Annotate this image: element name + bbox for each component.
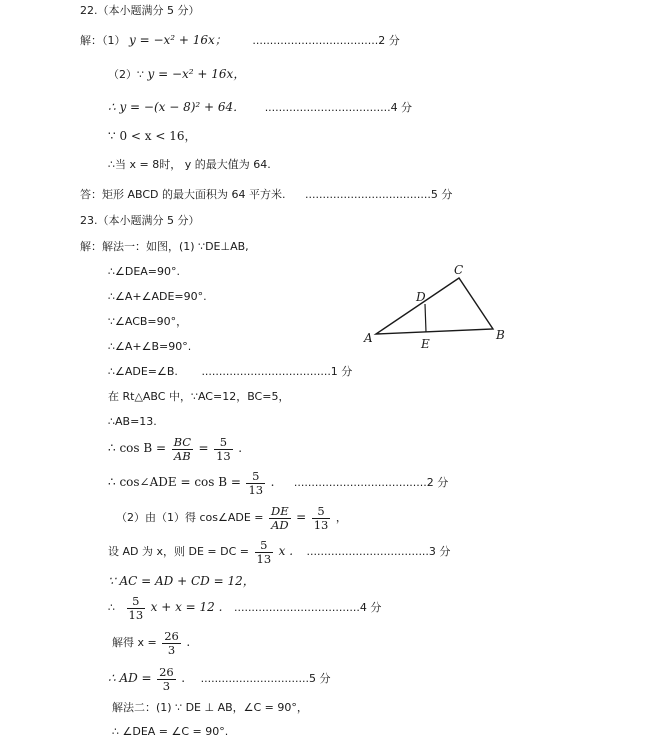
q23-step6: 在 Rt△ABC 中，∵AC=12，BC=5， (108, 390, 290, 403)
q23-cosb-frac1-num: BC (173, 434, 192, 449)
q22-line5-text: ∴当 x = 8时， y 的最大值为 64. (108, 158, 271, 171)
q23-part2-frac2-den: 13 (313, 517, 329, 532)
q22-line1-prefix: 解：（1） (80, 34, 126, 47)
q22-line3-equation: ∴ y = −(x − 8)² + 64． (108, 100, 246, 114)
q23-equation-frac-den: 13 (128, 607, 144, 622)
q23-ad-fraction (157, 666, 176, 693)
q23-part2-eq: = (296, 510, 307, 524)
q23-header: 23.（本小题满分 5 分） (80, 214, 200, 227)
q23-ad-end: . (181, 671, 186, 685)
q23-equation-end: x + x = 12 . (150, 600, 223, 614)
q23-set-frac-num: 5 (255, 539, 274, 553)
q23-set-fraction (255, 539, 274, 566)
q23-cosade-frac-den: 13 (248, 482, 264, 497)
q23-cosb-line (108, 434, 242, 463)
q22-line1-equation: y = −x² + 16x； (129, 33, 227, 47)
segment-de (425, 304, 426, 332)
q23-equation-score: ....................................4 分 (233, 601, 382, 614)
q23-sum-line (108, 573, 255, 590)
q23-step7: ∴AB=13. (108, 415, 157, 428)
q23-equation-fraction (127, 595, 146, 622)
q23-set-prefix: 设 AD 为 x，则 DE = DC = (108, 545, 249, 558)
q22-line2-prefix: （2）∵ (108, 68, 144, 81)
q23-ad-line (108, 664, 330, 693)
q22-answer (80, 187, 452, 203)
triangle-abc (376, 278, 493, 334)
q22-line3 (108, 99, 412, 116)
q23-method2-line2-text: ∴ ∠DEA = ∠C = 90°. (112, 725, 229, 738)
q22-answer-text: 答：矩形 ABCD 的最大面积为 64 平方米. (80, 188, 286, 201)
q23-solve-end: . (186, 635, 191, 649)
q23-equation-frac-num: 5 (127, 595, 146, 609)
label-e: E (421, 337, 430, 351)
q23-ad-frac-den: 3 (162, 678, 171, 693)
q23-cosb-fraction-1 (172, 436, 193, 463)
q23-step3: ∵∠ACB=90°， (108, 315, 188, 328)
q23-ad-prefix: ∴ AD = (108, 671, 152, 685)
q23-part2-line (116, 503, 347, 532)
q23-cosb-eq: = (198, 441, 209, 455)
q23-part2-fraction-2 (312, 505, 331, 532)
q23-equation-line (108, 593, 381, 622)
q23-cosb-frac2-num: 5 (214, 436, 233, 450)
q22-line2 (108, 66, 245, 83)
q23-method2-line (112, 700, 308, 716)
q22-line2-equation: y = −x² + 16x， (147, 67, 246, 81)
q23-set-score: ...................................3 分 (306, 545, 451, 558)
q23-cosade-fraction (246, 470, 265, 497)
label-b: B (496, 328, 505, 342)
q23-cosade-prefix: ∴ cos∠ADE = cos B = (108, 475, 241, 489)
q23-cosb-frac2-den: 13 (216, 448, 231, 463)
q23-solve-frac-den: 3 (167, 642, 176, 657)
q23-part2-frac1-den: AD (271, 517, 289, 532)
q22-line4-equation: ∵ 0 < x < 16， (108, 129, 197, 143)
q23-cosb-frac1-den: AB (173, 448, 191, 463)
q23-cosb-end: . (238, 441, 243, 455)
q23-part2-end: ， (335, 511, 347, 524)
q23-cosb-prefix: ∴ cos B = (108, 441, 167, 455)
q23-method2-text: 解法二：(1) ∵ DE ⊥ AB，∠C = 90°， (112, 701, 308, 714)
label-c: C (454, 263, 464, 277)
q23-part2-frac2-num: 5 (312, 505, 331, 519)
q23-solve-frac-num: 26 (164, 628, 179, 643)
q23-step2: ∴∠A+∠ADE=90°. (108, 290, 207, 303)
q23-ad-score: ...............................5 分 (200, 672, 331, 685)
q23-part2-fraction-1 (269, 505, 291, 532)
q23-ad-frac-num: 26 (159, 664, 174, 679)
q23-cosb-fraction-2 (214, 436, 233, 463)
label-d: D (416, 290, 426, 304)
q23-cosade-frac-num: 5 (246, 470, 265, 484)
q22-line5 (108, 157, 271, 173)
q23-step5-score: .....................................1 分 (201, 365, 353, 378)
q23-equation-prefix: ∴ (108, 601, 115, 614)
q22-line3-score: ....................................4 分 (264, 101, 413, 114)
q23-cosade-score: ......................................2 分 (293, 476, 449, 489)
q23-cosade-end: . (270, 475, 275, 489)
q23-method2-line2 (112, 724, 228, 740)
q23-part2-frac1-num: DE (271, 503, 289, 518)
q23-set-frac-den: 13 (256, 551, 272, 566)
q23-solve-line (112, 628, 190, 657)
q23-cosade-line (108, 468, 448, 497)
q23-part2-prefix: （2）由（1）得 cos∠ADE = (116, 511, 264, 524)
q22-line4 (108, 128, 197, 145)
q23-step1: ∴∠DEA=90°. (108, 265, 181, 278)
q22-answer-score: ....................................5 分 (305, 188, 453, 201)
q22-line1 (80, 32, 400, 49)
q23-set-line (108, 537, 450, 566)
q22-header: 22.（本小题满分 5 分） (80, 4, 200, 17)
q23-sum-text: ∵ AC = AD + CD = 12， (108, 574, 255, 588)
q23-solve-prefix: 解得 x = (112, 636, 157, 649)
q23-step5 (108, 364, 352, 380)
q23-step4: ∴∠A+∠B=90°. (108, 340, 192, 353)
q23-set-end: x . (278, 544, 294, 558)
triangle-figure (355, 258, 515, 353)
q23-solve-fraction (162, 630, 181, 657)
q23-step5-text: ∴∠ADE=∠B. (108, 365, 178, 378)
label-a: A (364, 331, 373, 345)
q22-line1-score: ....................................2 分 (252, 34, 400, 47)
q23-intro: 解：解法一：如图，(1) ∵DE⊥AB, (80, 240, 249, 253)
